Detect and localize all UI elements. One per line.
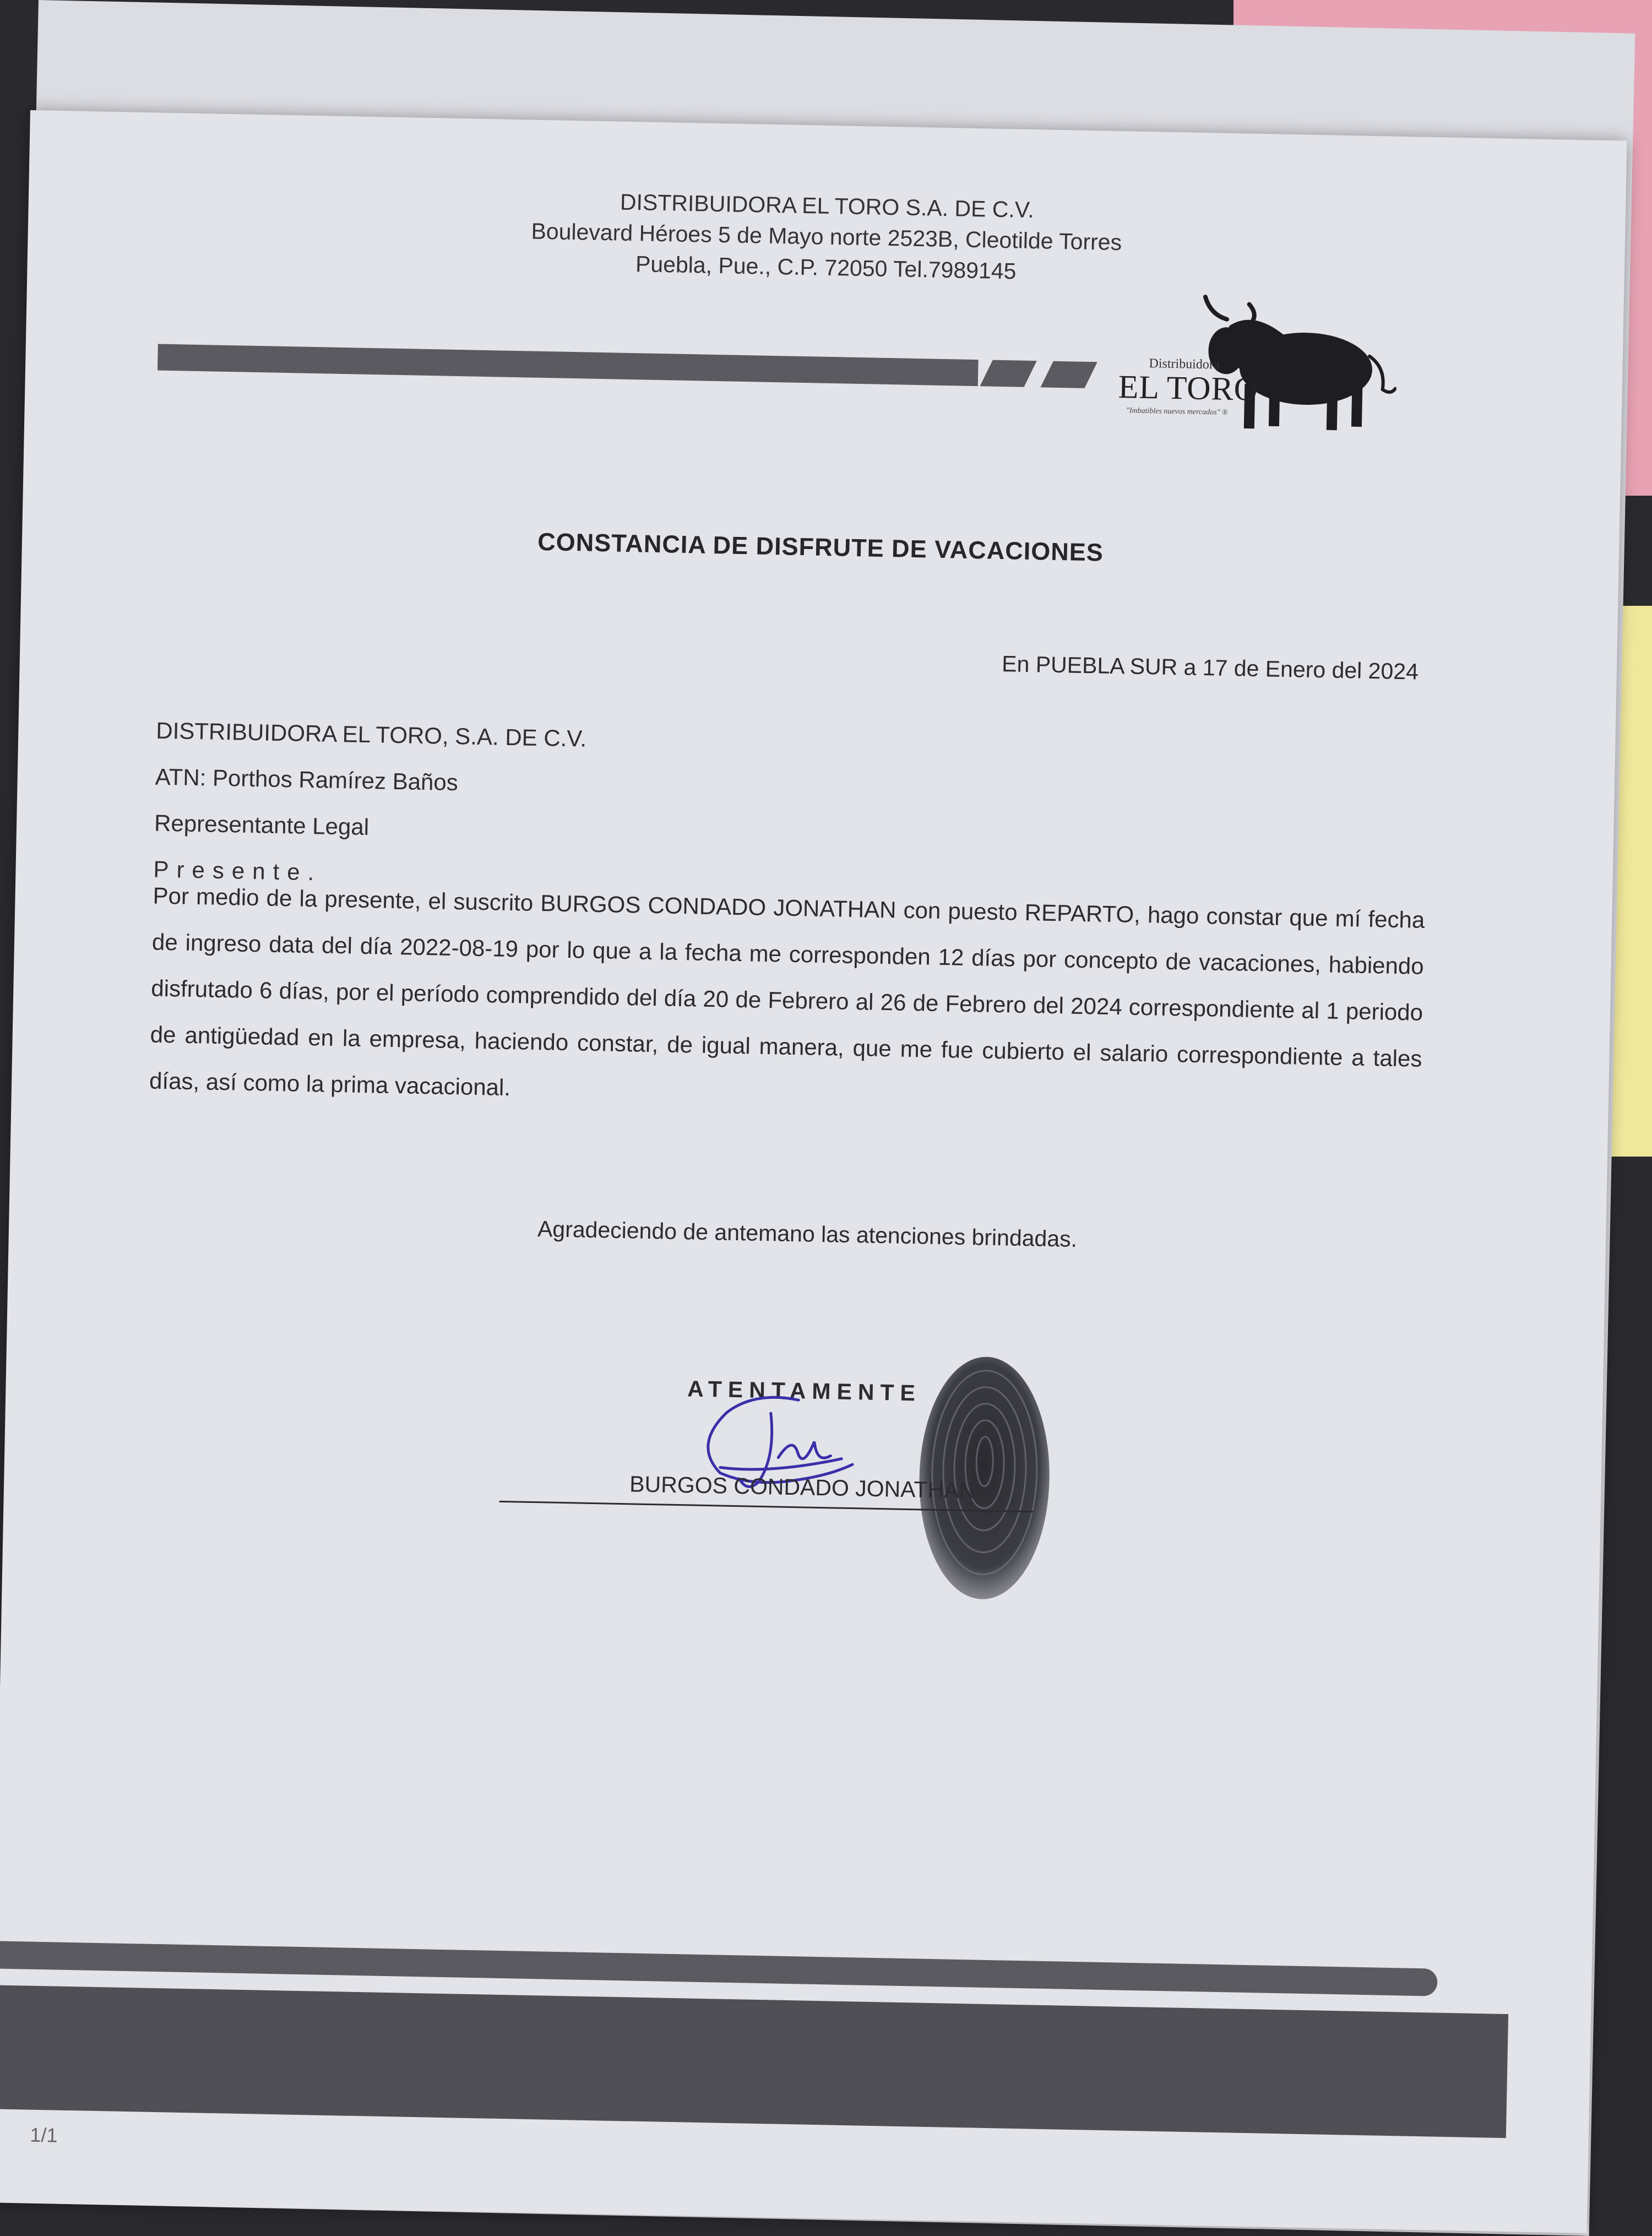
company-address-line2: Puebla, Pue., C.P. 72050 Tel.7989145 (635, 251, 1017, 284)
body-paragraph: Por medio de la presente, el suscrito BURGOS CONDADO JONATHAN con puesto REPARTO, hago constar que mí fecha de ingreso data del día 2022-08-19 por lo que a la fecha me corresponden 12 días por concepto de vacaciones, habiendo disfrutado 6 días, por el período comprendido del día 20 de Febrero al 26 de Febrero del 2024 correspondiente al 1 periodo de antigüedad en la empresa, haciendo constar, de igual manera, que me fue cubierto el salario correspondiente a tales días, así como la prima vacacional. (149, 882, 1425, 1101)
logo-small-word: Distribuidora (1149, 356, 1220, 372)
footer-decorative-bar-thin (0, 1941, 1438, 1996)
company-name: DISTRIBUIDORA EL TORO S.A. DE C.V. (620, 189, 1035, 223)
recipient-block (153, 708, 587, 901)
document-page (0, 110, 1627, 2233)
logo-tagline: "Imbatibles nuevos mercados" ® (1126, 406, 1228, 417)
footer-decorative-bar-thick (0, 1985, 1508, 2138)
company-header (28, 175, 1626, 299)
company-logo (1087, 290, 1398, 456)
signer-name: BURGOS CONDADO JONATHAN (629, 1471, 976, 1504)
sign-off: ATENTAMENTE (687, 1376, 922, 1406)
place-and-date: En PUEBLA SUR a 17 de Enero del 2024 (1001, 651, 1419, 685)
page-number: 1/1 (30, 2123, 58, 2147)
recipient-attention: ATN: Porthos Ramírez Baños (155, 763, 459, 796)
document-title: CONSTANCIA DE DISFRUTE DE VACACIONES (537, 527, 1104, 567)
header-bar-dash (980, 360, 1037, 387)
recipient-role: Representante Legal (154, 810, 369, 840)
company-address-line1: Boulevard Héroes 5 de Mayo norte 2523B, Cleotilde Torres (531, 218, 1122, 256)
recipient-presente: Presente. (153, 856, 322, 886)
recipient-company: DISTRIBUIDORA EL TORO, S.A. DE C.V. (155, 717, 587, 752)
logo-wordmark: EL TORO (1118, 368, 1259, 408)
closing-line: Agradeciendo de antemano las atenciones brindadas. (537, 1216, 1078, 1252)
header-decorative-bar (157, 344, 979, 387)
